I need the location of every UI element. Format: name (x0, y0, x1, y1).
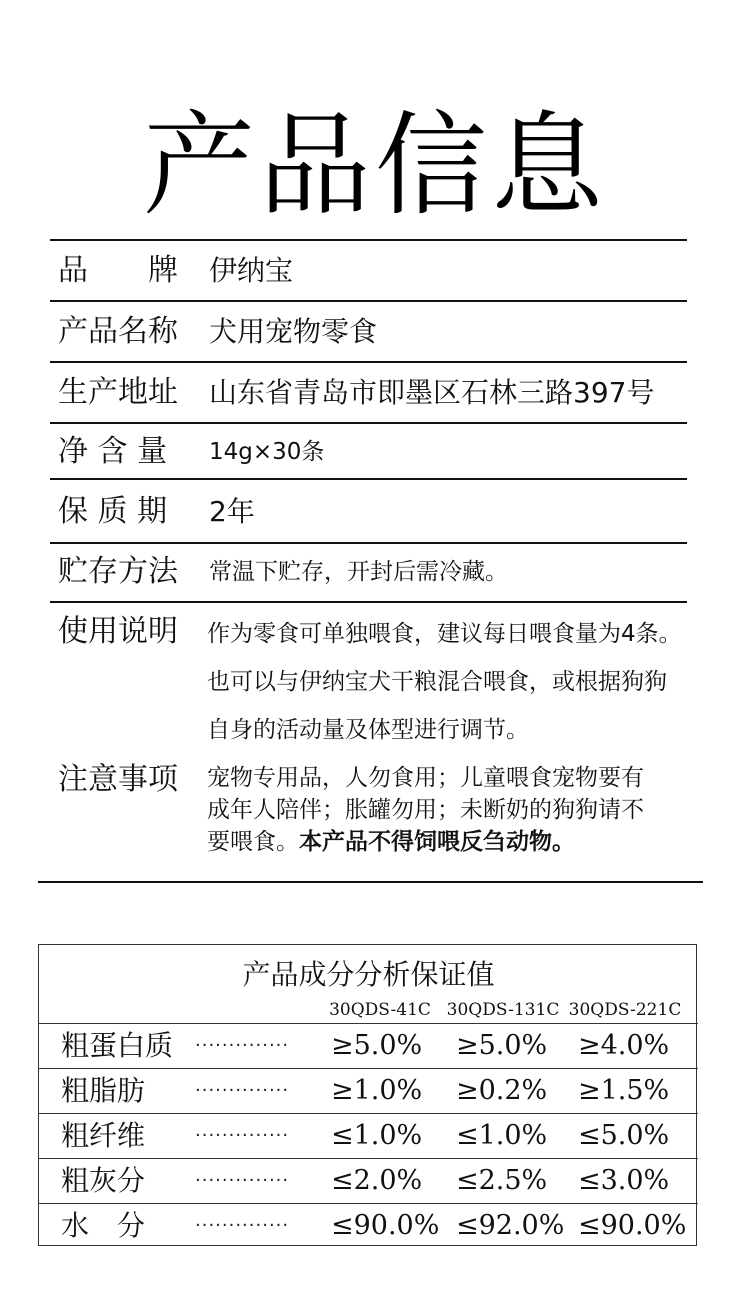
divider (50, 239, 687, 241)
nutrient-value: ≥4.0% (578, 1030, 670, 1061)
divider (50, 601, 687, 603)
nutrient-name: 粗纤维 (61, 1119, 146, 1152)
brand-value: 伊纳宝 (209, 254, 294, 287)
net-content-value: 14g×30条 (209, 439, 325, 465)
nutrient-value: ≥0.2% (456, 1075, 548, 1106)
usage-line: 也可以与伊纳宝犬干粮混合喂食，或根据狗狗 (207, 669, 667, 695)
nutrient-value: ≤3.0% (578, 1165, 670, 1196)
nutrient-value: ≤2.5% (456, 1165, 548, 1196)
usage-text (207, 610, 727, 754)
nutrient-value: ≥1.5% (578, 1075, 670, 1106)
storage-label: 贮存方法 (58, 554, 178, 589)
notes-line: 宠物专用品，人勿食用；儿童喂食宠物要有 (207, 765, 644, 791)
nutrition-row (39, 1068, 698, 1113)
notes-line (207, 826, 727, 858)
nutrient-value: ≥1.0% (331, 1075, 423, 1106)
net-content-label: 净 含 量 (58, 434, 168, 469)
column-header: 30QDS-41C (329, 1000, 431, 1020)
usage-line: 自身的活动量及体型进行调节。 (207, 717, 529, 743)
nutrient-name: 粗蛋白质 (61, 1029, 174, 1062)
nutrition-column-headers (39, 997, 698, 1023)
notes-line-text: 要喂食。 (207, 829, 299, 855)
brand-label: 品 牌 (58, 253, 178, 288)
nutrient-value: ≤1.0% (331, 1120, 423, 1151)
page-title: 产品信息 (143, 101, 607, 231)
nutrition-title: 产品成分分析保证值 (242, 958, 495, 991)
nutrition-table (38, 944, 697, 1246)
divider (50, 542, 687, 544)
nutrient-name: 粗脂肪 (61, 1074, 146, 1107)
nutrient-value: ≤90.0% (331, 1210, 440, 1241)
nutrition-row (39, 1113, 698, 1158)
divider (50, 422, 687, 424)
leader-dots: ·············· (195, 1035, 290, 1056)
storage-value: 常温下贮存，开封后需冷藏。 (209, 559, 508, 585)
notes-text (207, 762, 727, 858)
column-header: 30QDS-131C (446, 1000, 560, 1020)
notes-line: 成年人陪伴；胀罐勿用；未断奶的狗狗请不 (207, 797, 644, 823)
nutrition-row (39, 1203, 698, 1248)
leader-dots: ·············· (195, 1080, 290, 1101)
shelf-life-label: 保 质 期 (58, 494, 168, 529)
column-header: 30QDS-221C (568, 1000, 682, 1020)
notes-label: 注意事项 (58, 762, 178, 797)
nutrient-value: ≥5.0% (456, 1030, 548, 1061)
product-name-label: 产品名称 (58, 314, 178, 349)
nutrition-row (39, 1023, 698, 1068)
leader-dots: ·············· (195, 1215, 290, 1236)
leader-dots: ·············· (195, 1125, 290, 1146)
divider (50, 361, 687, 363)
nutrient-name: 水 分 (61, 1209, 146, 1242)
divider (50, 478, 687, 480)
usage-label: 使用说明 (58, 614, 178, 649)
shelf-life-value: 2年 (209, 495, 255, 528)
address-label: 生产地址 (58, 375, 178, 410)
ruminant-warning: 本产品不得饲喂反刍动物。 (299, 829, 575, 855)
leader-dots: ·············· (195, 1170, 290, 1191)
nutrient-name: 粗灰分 (61, 1164, 146, 1197)
nutrient-value: ≤5.0% (578, 1120, 670, 1151)
nutrient-value: ≤92.0% (456, 1210, 565, 1241)
nutrition-row (39, 1158, 698, 1203)
usage-line: 作为零食可单独喂食，建议每日喂食量为4条。 (207, 621, 682, 647)
nutrient-value: ≤90.0% (578, 1210, 687, 1241)
product-name-value: 犬用宠物零食 (209, 315, 378, 348)
nutrient-value: ≥5.0% (331, 1030, 423, 1061)
address-value: 山东省青岛市即墨区石林三路397号 (209, 376, 655, 409)
nutrient-value: ≤2.0% (331, 1165, 423, 1196)
divider (50, 300, 687, 302)
nutrient-value: ≤1.0% (456, 1120, 548, 1151)
divider (38, 881, 703, 883)
